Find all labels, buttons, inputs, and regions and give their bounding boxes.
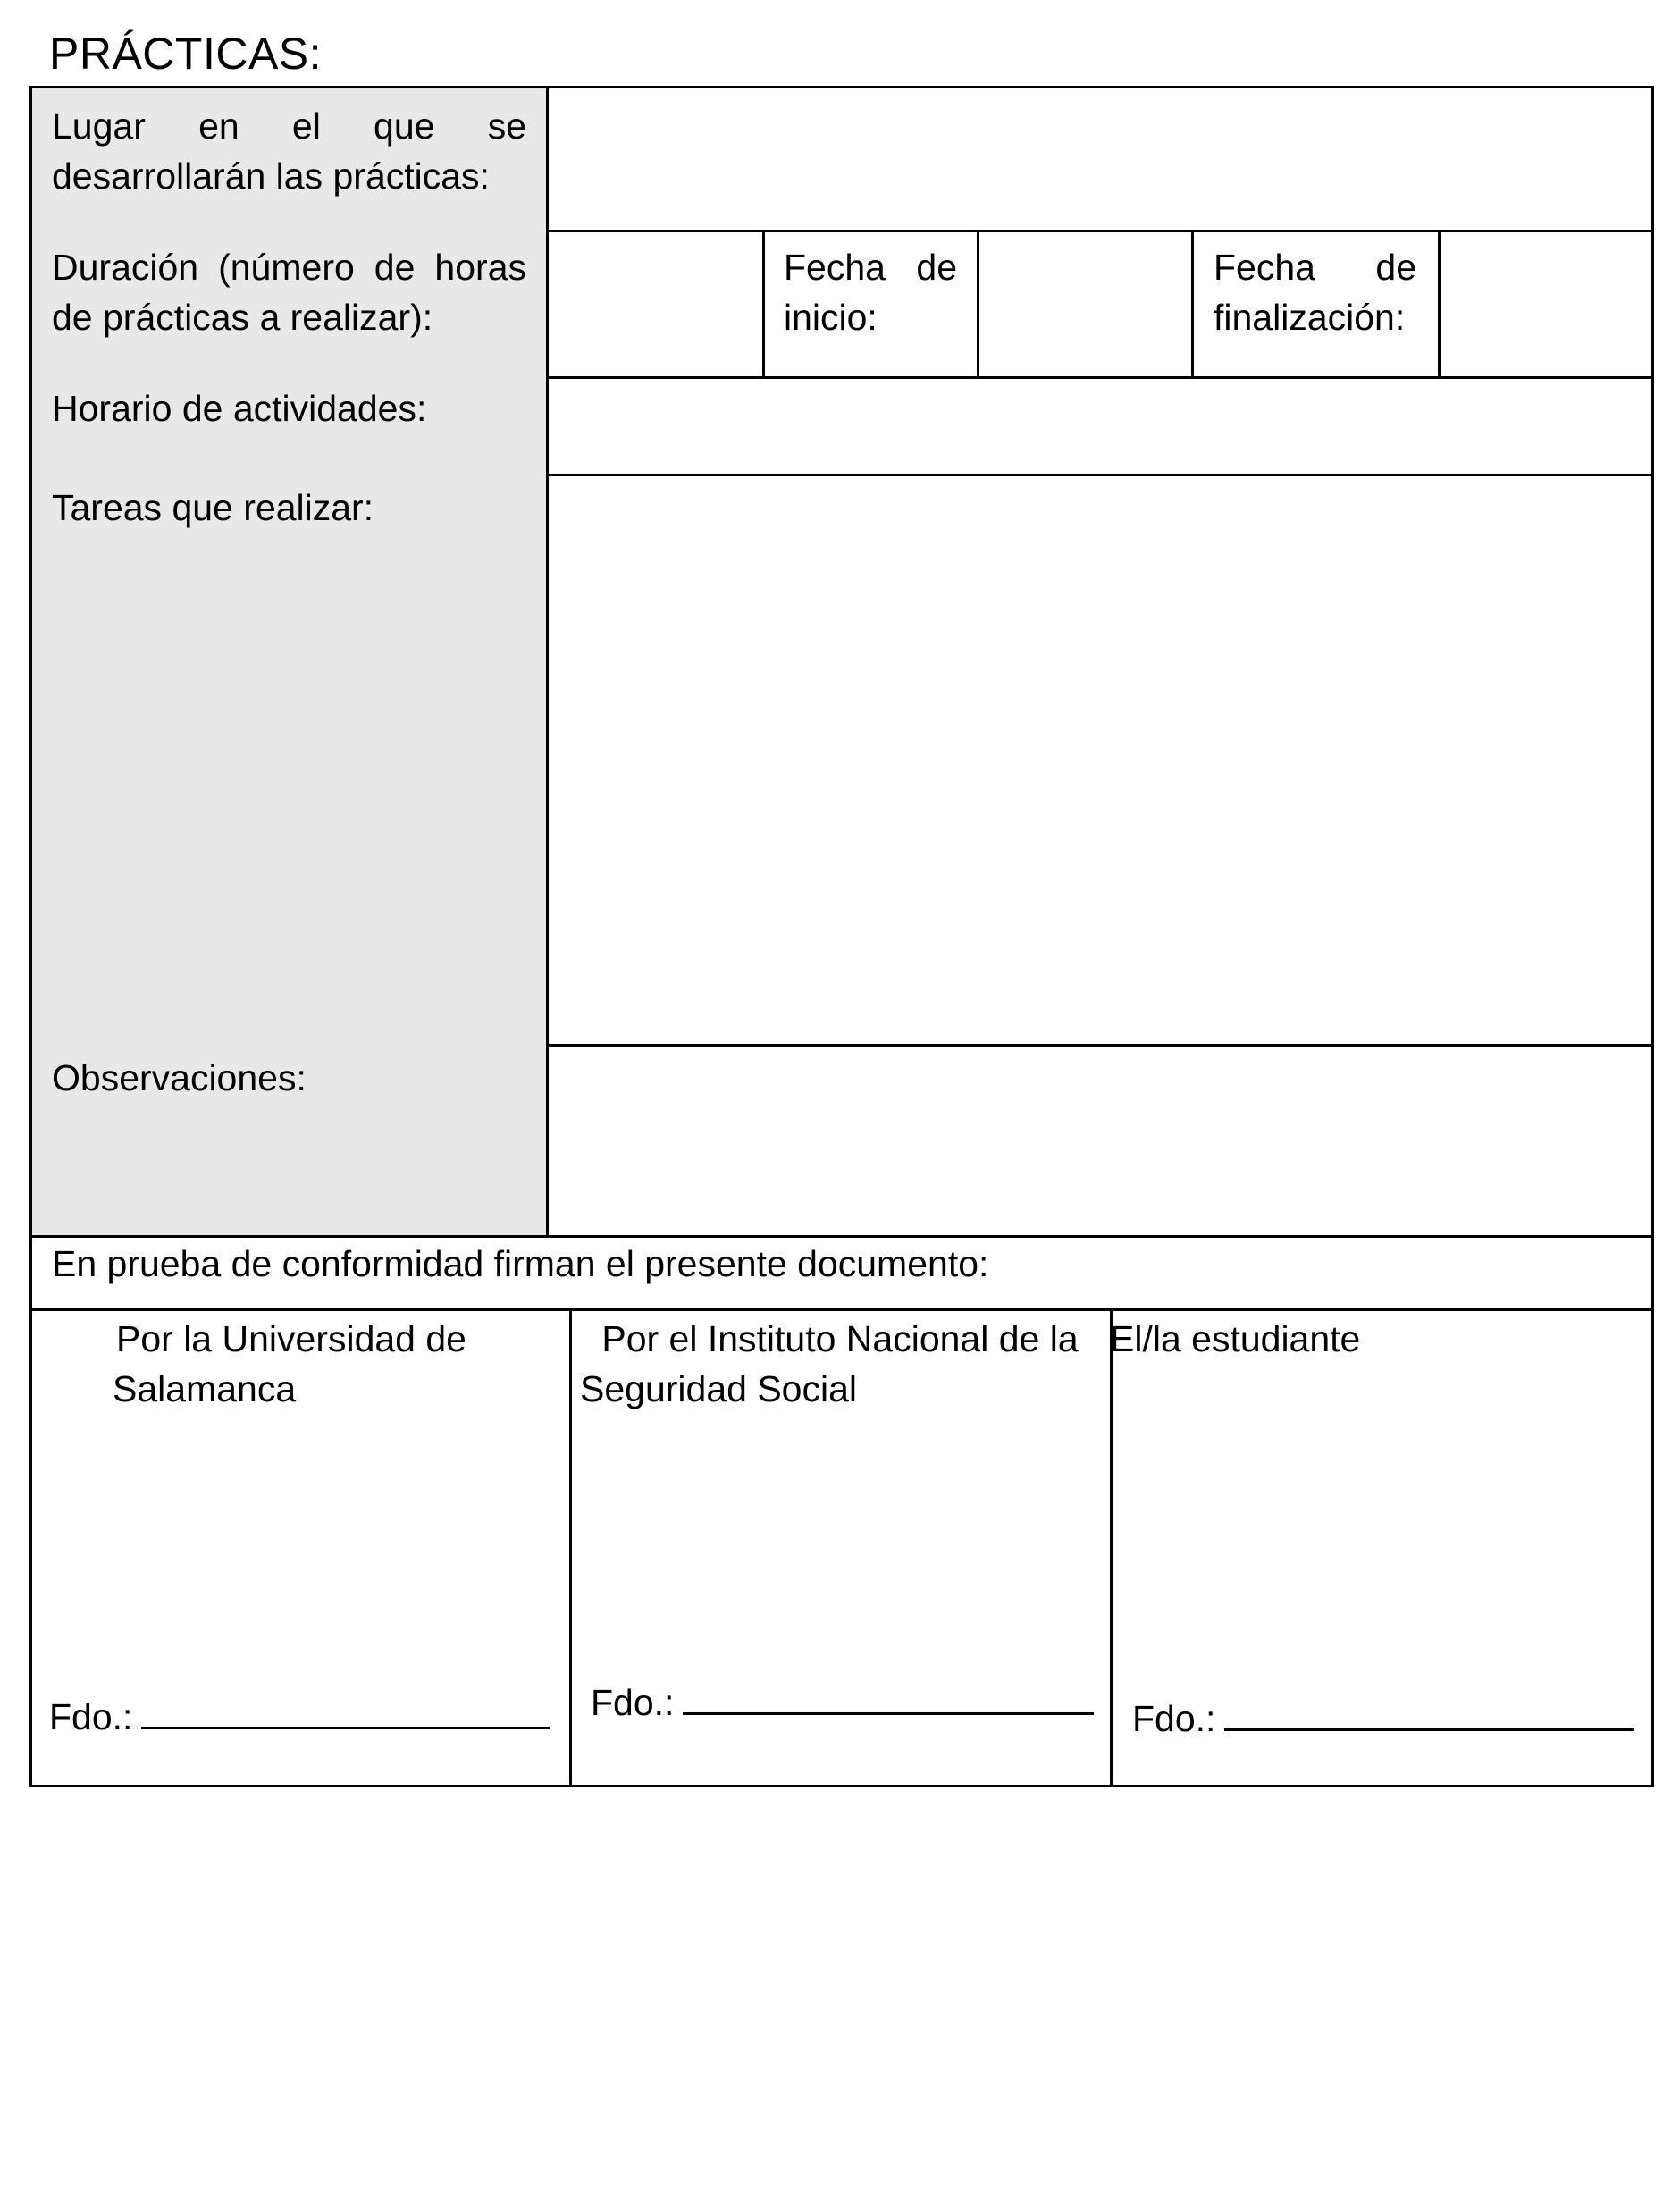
tareas-value-field[interactable] (546, 474, 1654, 1047)
conformidad-cell (29, 1235, 1654, 1311)
signature-underline-estudiante (1224, 1693, 1634, 1731)
fdo-label-inss: Fdo.: (591, 1682, 675, 1723)
duracion-label-cell (29, 230, 549, 379)
fecha-fin-label: Fecha de finalización: (1214, 247, 1416, 338)
signature-heading-estudiante: El/la estudiante (1110, 1318, 1361, 1359)
fecha-inicio-label-cell (762, 230, 979, 379)
observaciones-label: Observaciones: (52, 1057, 307, 1098)
fdo-label-estudiante: Fdo.: (1132, 1698, 1216, 1739)
tareas-label: Tareas que realizar: (52, 487, 374, 528)
signature-heading-universidad: Por la Universidad de Salamanca (113, 1318, 466, 1409)
fecha-fin-label-cell (1191, 230, 1441, 379)
conformidad-text: En prueba de conformidad firman el presente documento: (52, 1243, 989, 1284)
observaciones-label-cell (29, 1044, 549, 1238)
lugar-label: Lugar en el que se desarrollarán las prácticas: (52, 105, 526, 197)
signature-line-universidad[interactable] (49, 1691, 550, 1742)
horario-label: Horario de actividades: (52, 388, 427, 429)
lugar-label-cell (29, 86, 549, 232)
signature-heading-inss: Por el Instituto Nacional de la Seguridad Social (580, 1318, 1079, 1409)
fdo-label-universidad: Fdo.: (49, 1696, 133, 1737)
fecha-fin-value-field[interactable] (1438, 230, 1654, 379)
horario-label-cell (29, 376, 549, 476)
signature-underline-universidad (141, 1691, 550, 1729)
fecha-inicio-label: Fecha de inicio: (784, 247, 957, 338)
horario-value-field[interactable] (546, 376, 1654, 476)
signature-line-estudiante[interactable] (1132, 1693, 1634, 1744)
observaciones-value-field[interactable] (546, 1044, 1654, 1238)
signature-underline-inss (683, 1677, 1094, 1715)
page-title: PRÁCTICAS: (49, 29, 323, 79)
fecha-inicio-value-field[interactable] (977, 230, 1194, 379)
signature-line-inss[interactable] (591, 1677, 1094, 1728)
lugar-value-field[interactable] (546, 86, 1654, 232)
duracion-value-field[interactable] (546, 230, 765, 379)
duracion-label: Duración (número de horas de prácticas a realizar): (52, 247, 526, 338)
tareas-label-cell (29, 474, 549, 1047)
